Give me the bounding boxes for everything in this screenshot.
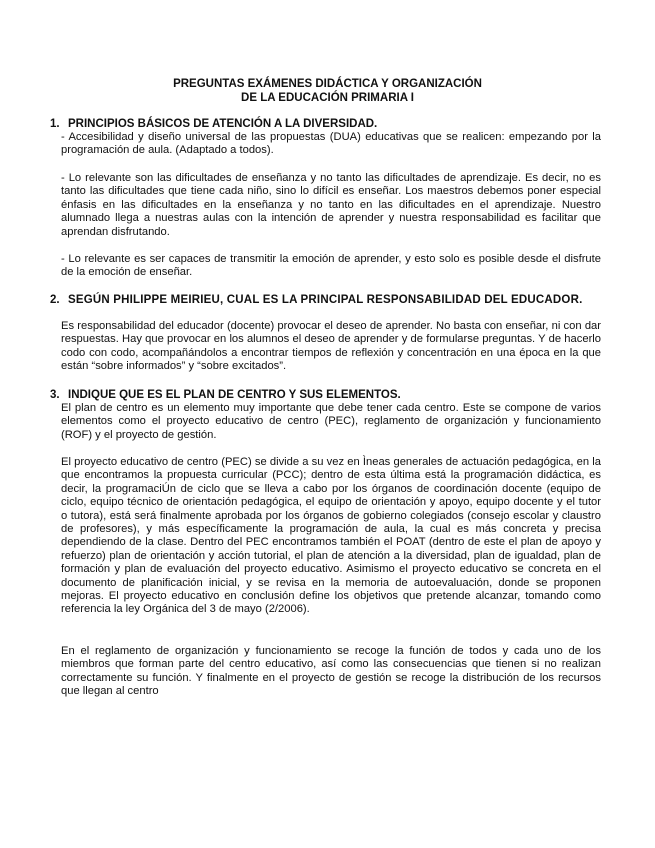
document-title — [0, 77, 655, 105]
section-number: 3. — [50, 389, 60, 401]
section-title: INDIQUE QUE ES EL PLAN DE CENTRO Y SUS ELEMENTOS. — [68, 389, 401, 401]
paragraph: El plan de centro es un elemento muy importante que debe tener cada centro. Este se compone de varios elementos como el proyecto educativo de centro (PEC), reglamento de organización y funcionamiento (ROF) y el proyecto de gestión. — [61, 402, 601, 441]
section-title: PRINCIPIOS BÁSICOS DE ATENCIÓN A LA DIVERSIDAD. — [68, 118, 378, 130]
paragraph: - Accesibilidad y diseño universal de las propuestas (DUA) educativas que se realicen: empezando por la programación de aula. (Adaptado a todos). — [61, 131, 601, 157]
paragraph: - Lo relevante es ser capaces de transmitir la emoción de aprender, y esto solo es posible desde el disfrute de la emoción de enseñar. — [61, 253, 601, 279]
section-number: 1. — [50, 118, 60, 130]
section-1-heading — [50, 118, 600, 131]
paragraph: Es responsabilidad del educador (docente) provocar el deseo de aprender. No basta con enseñar, ni con dar respuestas. Hay que provocar en los alumnos el deseo de aprender y de formularse preguntas. Y de hacerlo codo con codo, acompañándolos a encontrar tiempos de reflexión y concentración en una época en la que están “sobre informados” y “sobre excitados”. — [61, 320, 601, 373]
title-line-1: PREGUNTAS EXÁMENES DIDÁCTICA Y ORGANIZACIÓN — [173, 78, 482, 90]
paragraph: En el reglamento de organización y funcionamiento se recoge la función de todos y cada uno de los miembros que forman parte del centro educativo, así como las consecuencias que tienen si no realizan correctamente su función. Y finalmente en el proyecto de gestión se recoge la distribución de los recursos que llegan al centro — [61, 645, 601, 698]
paragraph: El proyecto educativo de centro (PEC) se divide a su vez en Ìneas generales de actuación pedagógica, en la que encontramos la propuesta curricular (PCC); dentro de esta última está la programación didáctica, es decir, la programaciÚn de ciclo que se lleva a cabo por los órganos de coordinación docente (equipo de ciclo, equipo técnico de orientación pedagógica, el equipo de orientación y apoyo, equipo docente y el tutor o tutora), está será finalmente aprobada por los órganos de gobierno colegiados (consejo escolar y claustro de profesores), y más específicamente la programación de aula, la cual es más concreta y precisa dependiendo de la clase. Dentro del PEC encontramos también el POAT (dentro de este el plan de apoyo y refuerzo) plan de orientación y acción tutorial, el plan de atención a la diversidad, plan de igualdad, plan de formación y plan de evaluación del proyecto educativo. Asimismo el proyecto educativo se concreta en el documento de planificación inicial, y se revisa en la memoria de autoevaluación, donde se proponen mejoras. El proyecto educativo en conclusión define los objetivos que pretende alcanzar, tomando como referencia la ley Orgánica del 3 de mayo (2/2006). — [61, 456, 601, 616]
section-2-heading — [50, 294, 600, 307]
title-line-2: DE LA EDUCACIÓN PRIMARIA I — [241, 92, 414, 104]
section-3-heading — [50, 389, 600, 402]
section-number: 2. — [50, 294, 60, 306]
paragraph: - Lo relevante son las dificultades de enseñanza y no tanto las dificultades de aprendizaje. Es decir, no es tanto las dificultades que tiene cada niño, sino lo difícil es enseñar. Los maestros debemos poner especial énfasis en las dificultades en la enseñanza y no tanto en las dificultades en el aprendizaje. Nuestro alumnado llega a nuestras aulas con la intención de aprender y nuestra responsabilidad es facilitar que aprendan disfrutando. — [61, 172, 601, 238]
section-title: SEGÚN PHILIPPE MEIRIEU, CUAL ES LA PRINCIPAL RESPONSABILIDAD DEL EDUCADOR. — [68, 294, 583, 306]
